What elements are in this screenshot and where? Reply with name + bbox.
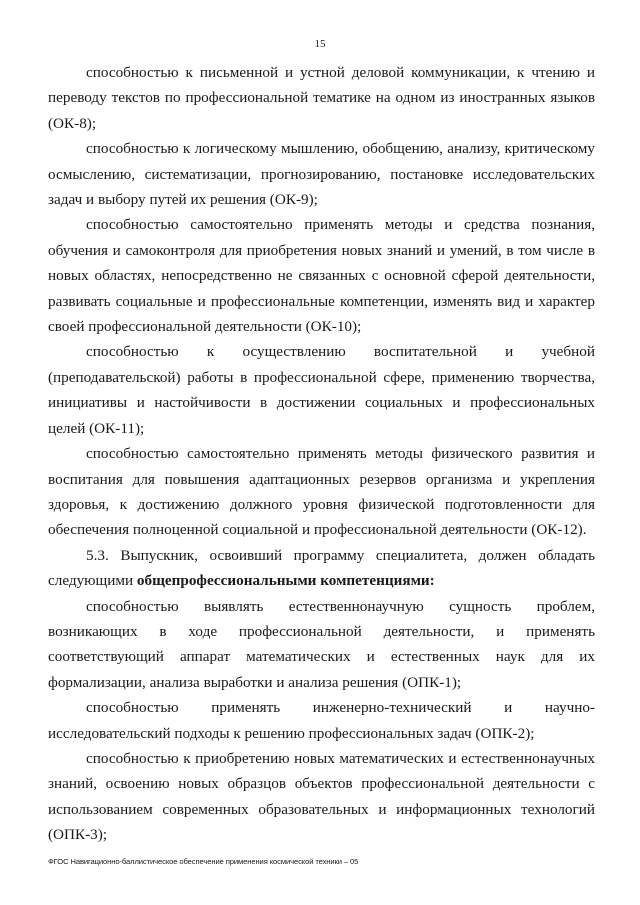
paragraph-opk-2: способностью применять инженерно-технический и научно-исследовательский подходы к решению профессиональных задач (ОПК-2); xyxy=(48,699,595,742)
section-5-3-intro xyxy=(48,543,595,594)
page-number: 15 xyxy=(314,38,326,50)
paragraph-ok-8: способностью к письменной и устной деловой коммуникации, к чтению и переводу текстов по профессиональной тематике на одном из иностранных языков (ОК-8); xyxy=(48,64,595,132)
paragraph-opk-3: способностью к приобретению новых математических и естественнонаучных знаний, освоению новых образцов объектов профессиональной деятельности с использованием современных образовательных и информационных технологий (ОПК-3); xyxy=(48,749,595,844)
section-intro-text: 5.3. Выпускник, освоивший программу специалитета, должен обладать следующими xyxy=(48,546,595,590)
paragraph-ok-12: способностью самостоятельно применять методы физического развития и воспитания для повышения адаптационных резервов организма и укрепления здоровья, к достижению должного уровня физической подготовленности для обеспечения полноценной социальной и профессиональной деятельности (ОК-12). xyxy=(48,445,595,539)
paragraph-opk-1: способностью выявлять естественнонаучную сущность проблем, возникающих в ходе профессиональной деятельности, и применять соответствующий аппарат математических и естественных наук для их формализации, анализа выработки и анализа решения (ОПК-1); xyxy=(48,597,595,691)
paragraph-ok-10: способностью самостоятельно применять методы и средства познания, обучения и самоконтроля для приобретения новых знаний и умений, в том числе в новых областях, непосредственно не связанных с основной сферой деятельности, развивать социальные и профессиональные компетенции, изменять вид и характер своей профессиональной деятельности (ОК-10); xyxy=(48,216,595,336)
document-body xyxy=(48,60,595,848)
page-footer: ФГОС Навигационно-баллистическое обеспечение применения космической техники – 05 xyxy=(48,857,359,866)
paragraph-ok-11: способностью к осуществлению воспитательной и учебной (преподавательской) работы в профессиональной сфере, применению творчества, инициативы и настойчивости в достижении социальных и профессиональных целей (ОК-11); xyxy=(48,343,595,437)
section-bold-term: общепрофессиональными компетенциями: xyxy=(136,572,435,590)
paragraph-ok-9: способностью к логическому мышлению, обобщению, анализу, критическому осмыслению, систематизации, прогнозированию, постановке исследовательских задач и выбору путей их решения (ОК-9); xyxy=(48,140,595,209)
